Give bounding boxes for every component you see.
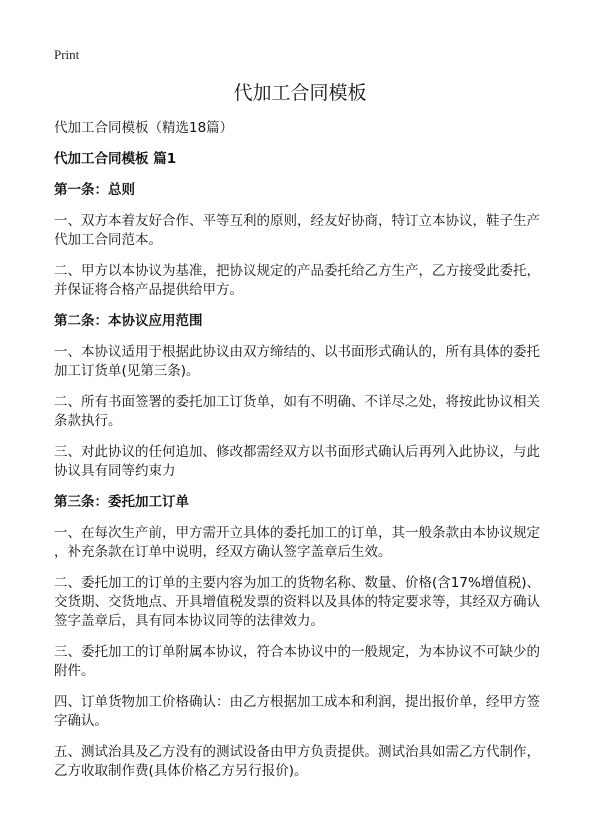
text-line: 并保证将合格产品提供给甲方。 [54, 282, 243, 298]
text-line: 一、在每次生产前，甲方需开立具体的委托加工的订单，其一般条款由本协议规定 [54, 525, 540, 541]
text-line: 第二条：本协议应用范围 [54, 313, 203, 329]
text-line: 交货期、交货地点、开具增值税发票的资料以及具体的特定要求等，其经双方确认 [54, 594, 540, 610]
print-link[interactable]: Print [54, 47, 80, 62]
clause-paragraph [54, 574, 554, 631]
text-line: 一、双方本着友好合作、平等互利的原则，经友好协商，特订立本协议，鞋子生产 [54, 213, 540, 229]
clause-paragraph [54, 393, 554, 431]
text-line: 条款执行。 [54, 413, 122, 429]
clause-paragraph [54, 524, 554, 562]
clause-paragraph [54, 693, 554, 731]
document-subtitle: 代加工合同模板（精选18篇） [54, 120, 234, 136]
text-line: ，补充条款在订单中说明，经双方确认签字盖章后生效。 [54, 544, 392, 560]
clause-heading [54, 493, 554, 512]
text-line: 乙方收取制作费(具体价格乙方另行报价)。 [54, 763, 308, 779]
text-line: 第一条：总则 [54, 182, 135, 198]
clause-paragraph [54, 643, 554, 681]
clause-heading [54, 181, 554, 200]
text-line: 三、对此协议的任何追加、修改都需经双方以书面形式确认后再列入此协议，与此 [54, 444, 540, 460]
document-body [54, 119, 554, 793]
text-line: 签字盖章后，具有同本协议同等的法律效力。 [54, 613, 324, 629]
text-line: 四、订单货物加工价格确认：由乙方根据加工成本和利润，提出报价单，经甲方签 [54, 694, 540, 710]
clause-paragraph [54, 743, 554, 781]
text-line: 三、委托加工的订单附属本协议，符合本协议中的一般规定，为本协议不可缺少的 [54, 644, 540, 660]
text-line: 一、本协议适用于根据此协议由双方缔结的、以书面形式确认的，所有具体的委托 [54, 344, 540, 360]
clause-paragraph [54, 212, 554, 250]
text-line: 协议具有同等约束力 [54, 463, 176, 479]
text-line: 附件。 [54, 663, 95, 679]
clause-paragraph [54, 343, 554, 381]
clauses [54, 181, 554, 781]
text-line: 二、委托加工的订单的主要内容为加工的货物名称、数量、价格(含17%增值税)、 [54, 575, 541, 591]
text-line: 代加工合同范本。 [54, 232, 162, 248]
text-line: 五、测试治具及乙方没有的测试设备由甲方负责提供。测试治具如需乙方代制作， [54, 744, 540, 760]
text-line: 二、所有书面签署的委托加工订货单，如有不明确、不详尽之处，将按此协议相关 [54, 394, 540, 410]
clause-paragraph [54, 262, 554, 300]
text-line: 字确认。 [54, 713, 108, 729]
text-line: 加工订货单(见第三条)。 [54, 363, 200, 379]
document-title: 代加工合同模板 [233, 82, 367, 104]
section-title: 代加工合同模板 篇1 [54, 151, 177, 167]
text-line: 二、甲方以本协议为基准，把协议规定的产品委托给乙方生产，乙方接受此委托， [54, 263, 540, 279]
clause-paragraph [54, 443, 554, 481]
clause-heading [54, 312, 554, 331]
text-line: 第三条：委托加工订单 [54, 494, 189, 510]
